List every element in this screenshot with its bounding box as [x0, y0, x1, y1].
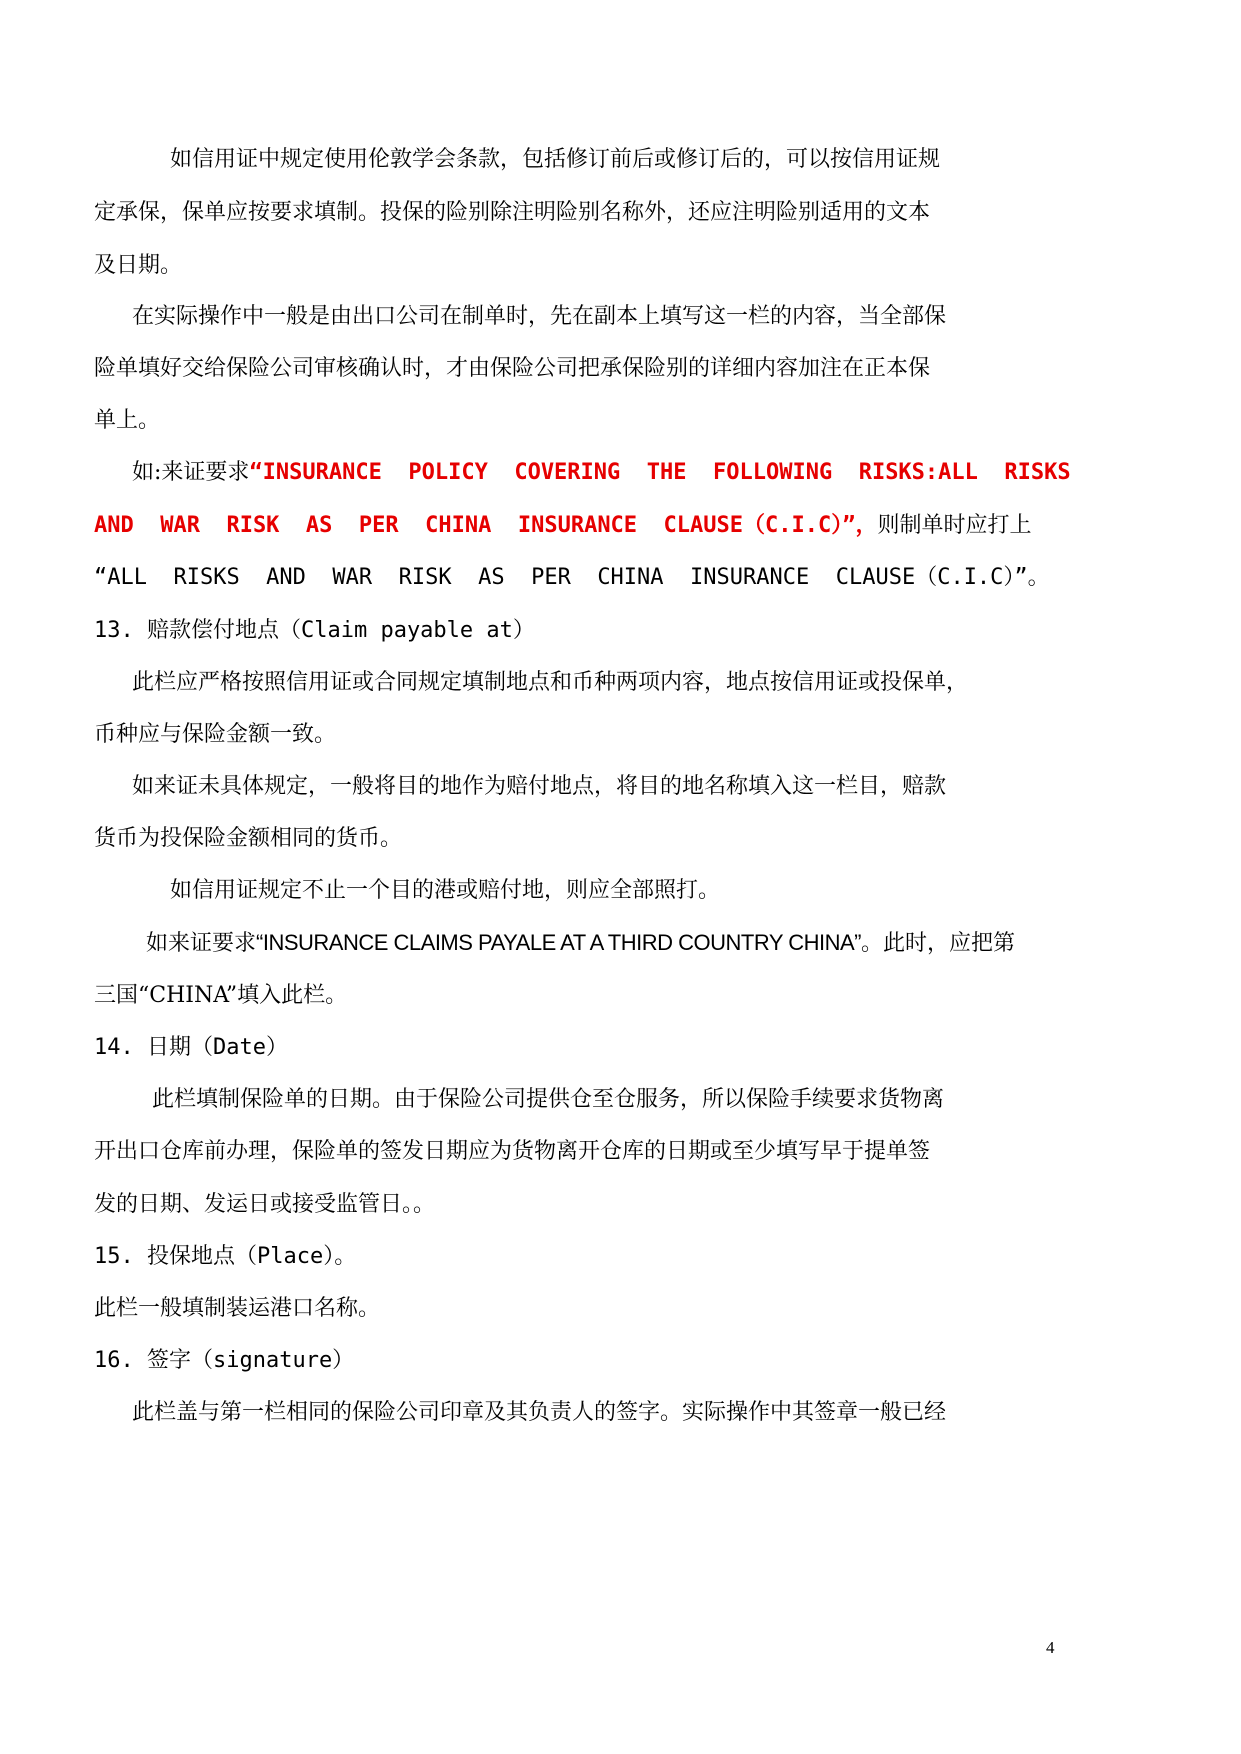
example-suffix: 。此时，应把第: [861, 931, 1016, 956]
example-line: [132, 458, 1071, 488]
paragraph-line: 币种应与保险金额一致。: [94, 722, 337, 747]
red-clause-text: AND WAR RISK AS PER CHINA INSURANCE CLAUSE（C.I.C）”，: [94, 513, 878, 538]
example-prefix: 如来证要求: [146, 931, 257, 956]
paragraph-line: 此栏填制保险单的日期。由于保险公司提供仓至仓服务，所以保险手续要求货物离: [152, 1087, 945, 1112]
paragraph-line: 及日期。: [94, 253, 183, 278]
section-heading-15: 15. 投保地点（Place）。: [94, 1244, 357, 1269]
paragraph-line: 如信用证中规定使用伦敦学会条款，包括修订前后或修订后的，可以按信用证规: [170, 147, 941, 172]
section-heading-16: 16. 签字（signature）: [94, 1348, 355, 1373]
paragraph-line: 开出口仓库前办理，保险单的签发日期应为货物离开仓库的日期或至少填写早于提单签: [94, 1139, 931, 1164]
example-suffix: 则制单时应打上: [877, 513, 1032, 538]
paragraph-line: 定承保，保单应按要求填制。投保的险别除注明险别名称外，还应注明险别适用的文本: [94, 200, 931, 225]
paragraph-line: 此栏应严格按照信用证或合同规定填制地点和币种两项内容，地点按信用证或投保单，: [132, 670, 969, 695]
example-prefix: 如:来证要求: [132, 460, 250, 485]
example-line: [146, 928, 1015, 959]
clause-line: “ALL RISKS AND WAR RISK AS PER CHINA INSURANCE CLAUSE（C.I.C）”。: [94, 565, 1050, 590]
page-number: 4: [1046, 1638, 1055, 1657]
clause-text: “INSURANCE CLAIMS PAYALE AT A THIRD COUNTRY CHINA”: [256, 930, 862, 955]
paragraph-line: 此栏一般填制装运港口名称。: [94, 1296, 381, 1321]
red-clause-text: “INSURANCE POLICY COVERING THE FOLLOWING RISKS:ALL RISKS: [249, 460, 1071, 485]
paragraph-line: 如来证未具体规定，一般将目的地作为赔付地点，将目的地名称填入这一栏目，赔款: [132, 774, 947, 799]
paragraph-line: 发的日期、发运日或接受监管日。。: [94, 1192, 436, 1217]
section-heading-13: 13. 赔款偿付地点（Claim payable at）: [94, 618, 535, 643]
paragraph-line: 单上。: [94, 408, 161, 433]
paragraph-line: 如信用证规定不止一个目的港或赔付地，则应全部照打。: [170, 878, 721, 903]
example-line: [94, 511, 1032, 541]
paragraph-line: 险单填好交给保险公司审核确认时，才由保险公司把承保险别的详细内容加注在正本保: [94, 356, 931, 381]
section-heading-14: 14. 日期（Date）: [94, 1035, 288, 1060]
paragraph-line: 三国“CHINA”填入此栏。: [94, 983, 348, 1008]
paragraph-line: 此栏盖与第一栏相同的保险公司印章及其负责人的签字。实际操作中其签章一般已经: [132, 1400, 947, 1425]
paragraph-line: 在实际操作中一般是由出口公司在制单时，先在副本上填写这一栏的内容，当全部保: [132, 304, 947, 329]
paragraph-line: 货币为投保险金额相同的货币。: [94, 826, 403, 851]
